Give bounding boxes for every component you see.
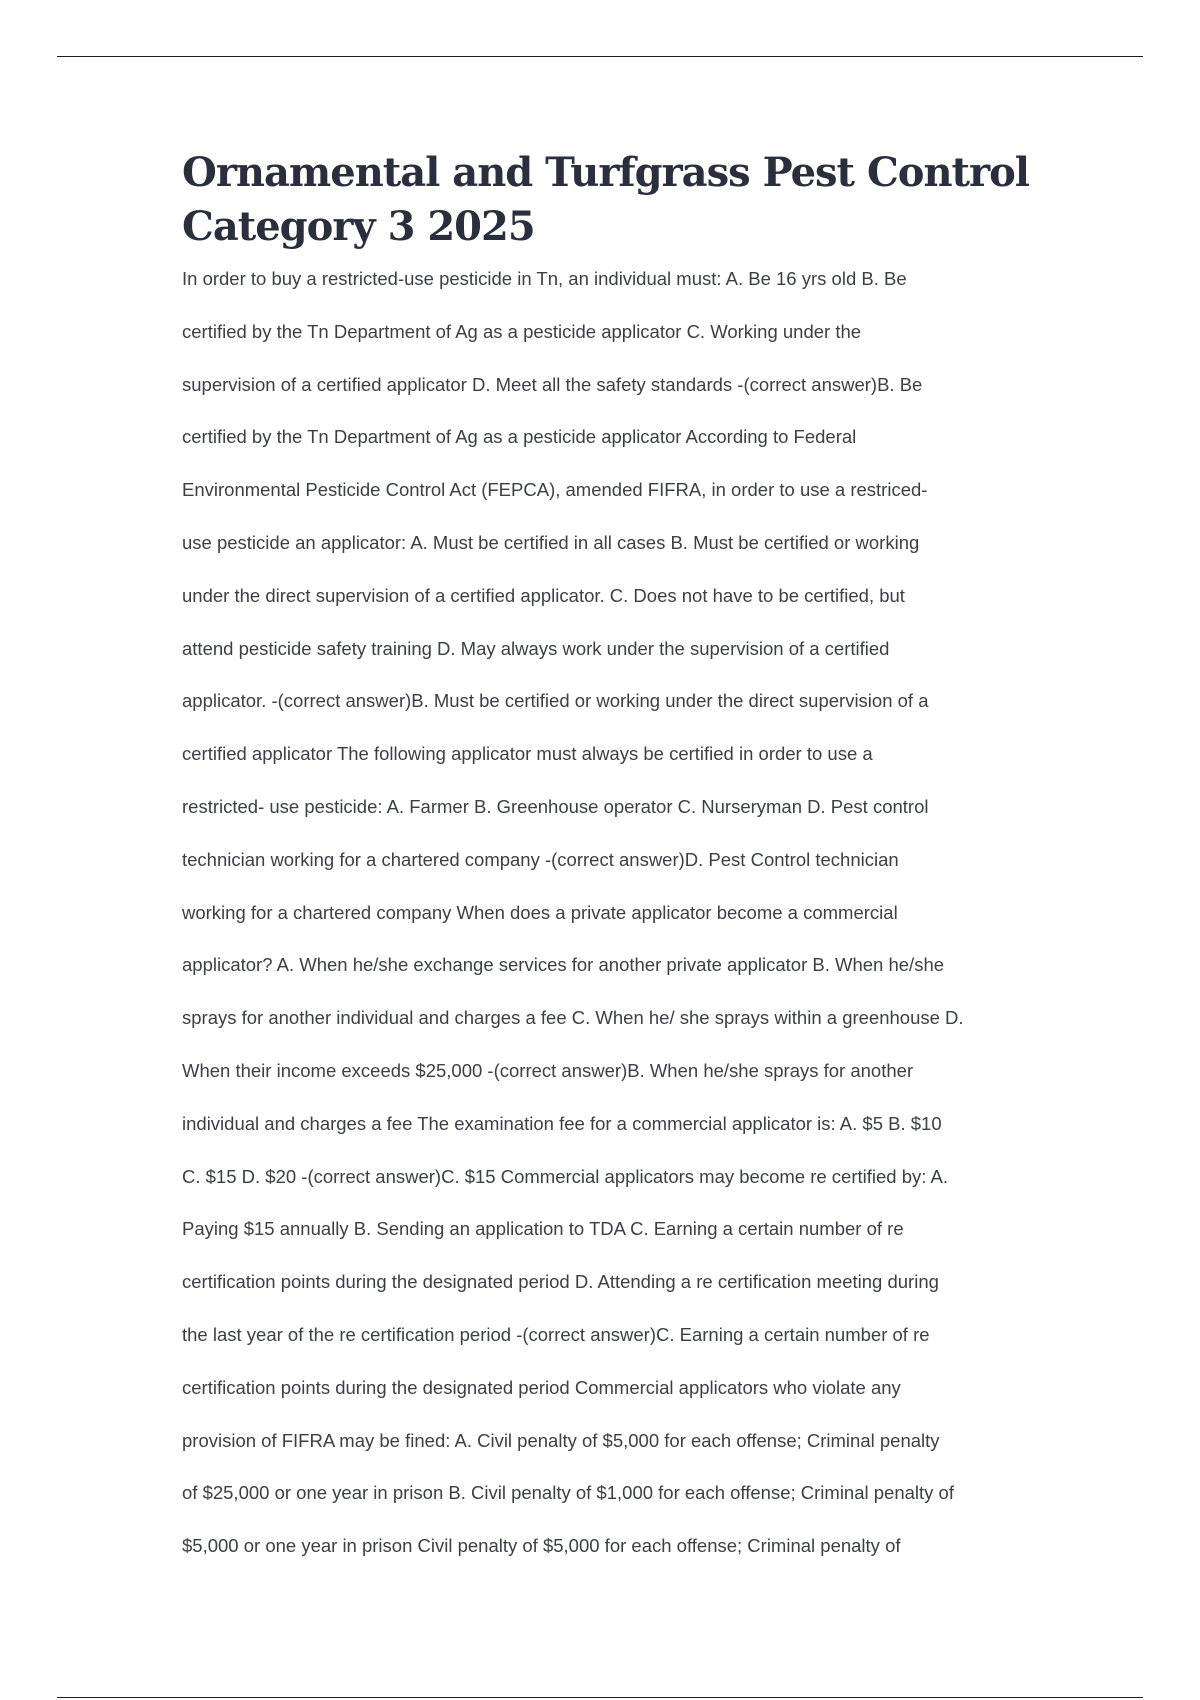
body-line: certification points during the designated period D. Attending a re certification meeting during — [182, 1271, 939, 1293]
body-line: certified by the Tn Department of Ag as a pesticide applicator According to Federal — [182, 426, 857, 448]
body-line: restricted- use pesticide: A. Farmer B. Greenhouse operator C. Nurseryman D. Pest control — [182, 795, 929, 817]
footer-rule — [57, 1697, 1143, 1698]
body-line: provision of FIFRA may be fined: A. Civil penalty of $5,000 for each offense; Criminal penalty — [182, 1429, 940, 1451]
body-line: under the direct supervision of a certified applicator. C. Does not have to be certified, but — [182, 584, 905, 606]
header-rule — [57, 56, 1143, 57]
body-line: $5,000 or one year in prison Civil penalty of $5,000 for each offense; Criminal penalty of — [182, 1535, 901, 1557]
document-title — [182, 146, 1082, 254]
body-line: use pesticide an applicator: A. Must be certified in all cases B. Must be certified or working — [182, 531, 920, 553]
body-line: C. $15 D. $20 -(correct answer)C. $15 Commercial applicators may become re certified by: A. — [182, 1165, 948, 1187]
body-line: When their income exceeds $25,000 -(correct answer)B. When he/she sprays for another — [182, 1059, 914, 1081]
body-line: applicator. -(correct answer)B. Must be certified or working under the direct supervision of a — [182, 690, 929, 712]
body-line: certified by the Tn Department of Ag as a pesticide applicator C. Working under the — [182, 320, 862, 342]
document-body — [182, 253, 1062, 1573]
title-line-1: Ornamental and Turfgrass Pest Control — [182, 149, 1029, 196]
body-line: certified applicator The following applicator must always be certified in order to use a — [182, 743, 873, 765]
body-line: supervision of a certified applicator D. Meet all the safety standards -(correct answer)B. Be — [182, 373, 923, 395]
body-line: the last year of the re certification period -(correct answer)C. Earning a certain number of re — [182, 1323, 930, 1345]
body-line: of $25,000 or one year in prison B. Civil penalty of $1,000 for each offense; Criminal penalty of — [182, 1482, 954, 1504]
body-line: Paying $15 annually B. Sending an application to TDA C. Earning a certain number of re — [182, 1218, 904, 1240]
body-line: individual and charges a fee The examination fee for a commercial applicator is: A. $5 B. $10 — [182, 1112, 942, 1134]
body-line: technician working for a chartered company -(correct answer)D. Pest Control technician — [182, 848, 899, 870]
body-line: working for a chartered company When does a private applicator become a commercial — [182, 901, 898, 923]
body-line: Environmental Pesticide Control Act (FEPCA), amended FIFRA, in order to use a restriced- — [182, 479, 928, 501]
body-line: In order to buy a restricted-use pesticide in Tn, an individual must: A. Be 16 yrs old B. Be — [182, 268, 907, 289]
body-line: attend pesticide safety training D. May always work under the supervision of a certified — [182, 637, 890, 659]
title-line-2: Category 3 2025 — [182, 203, 535, 250]
body-line: applicator? A. When he/she exchange services for another private applicator B. When he/she — [182, 954, 945, 976]
body-line: certification points during the designated period Commercial applicators who violate any — [182, 1376, 901, 1398]
body-line: sprays for another individual and charges a fee C. When he/ she sprays within a greenhouse D. — [182, 1007, 964, 1029]
